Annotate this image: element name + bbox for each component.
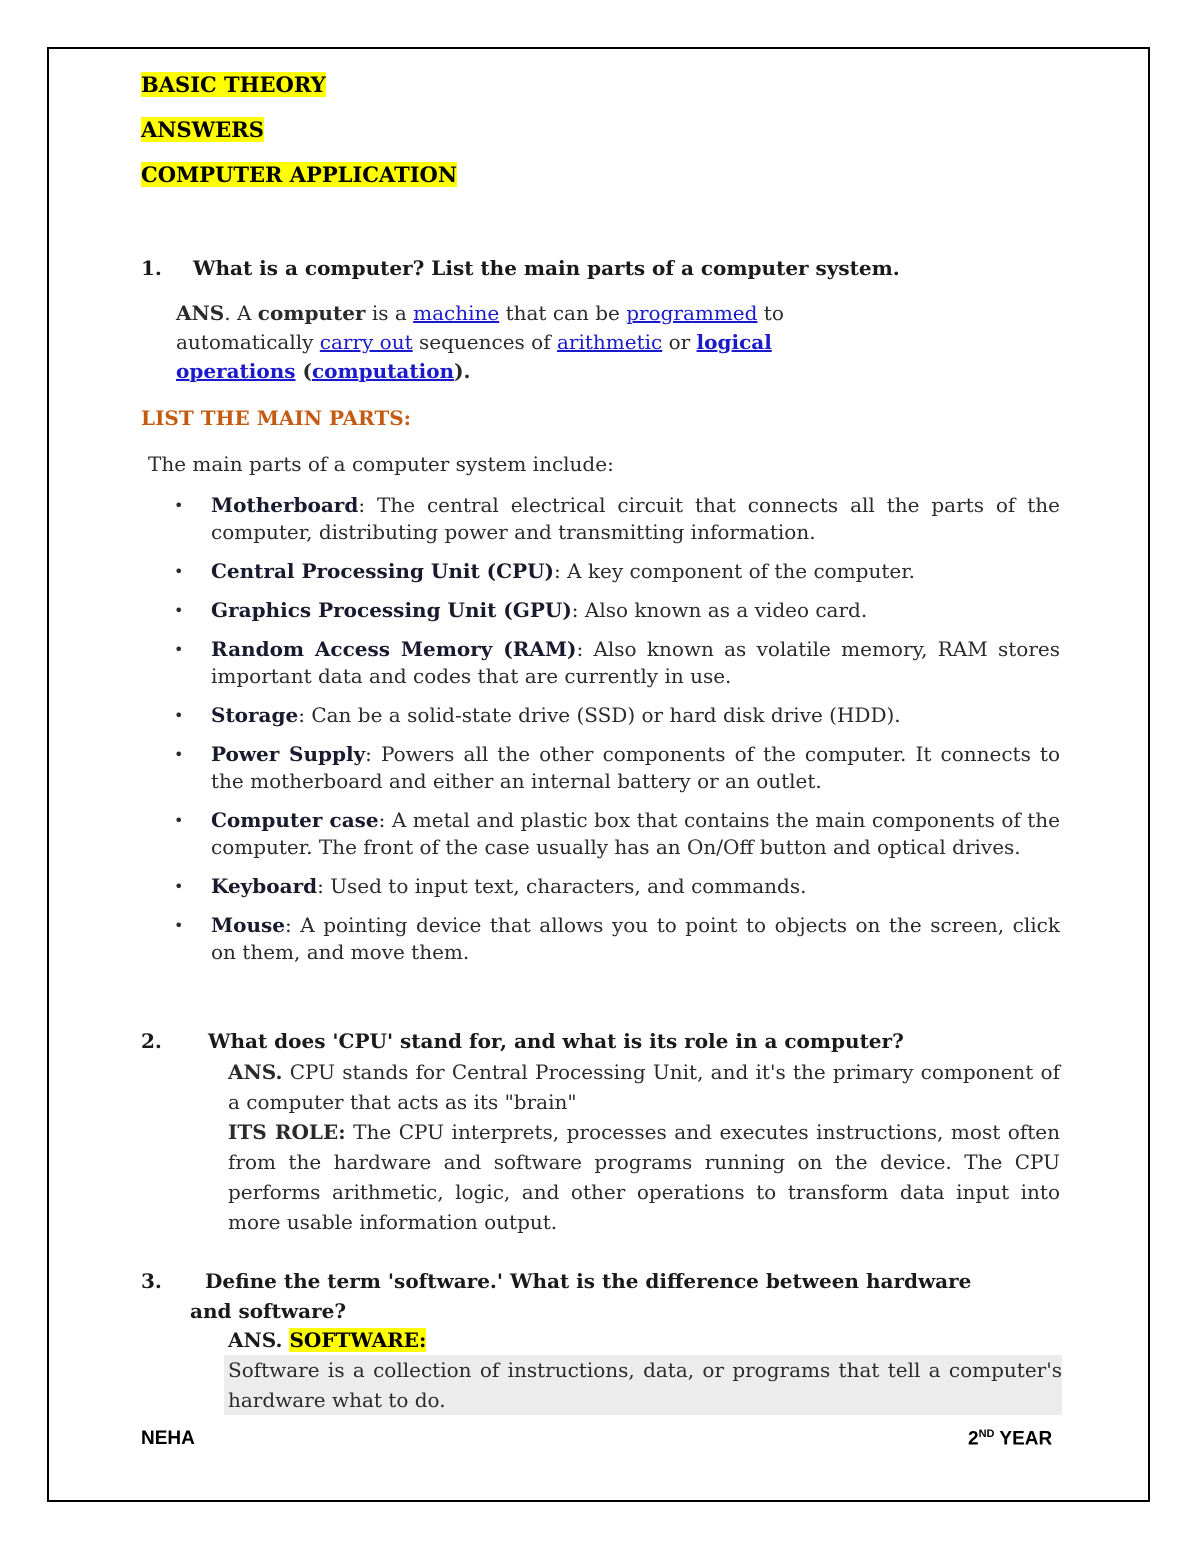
link-machine[interactable]: machine [413, 301, 500, 325]
title-computer-application: COMPUTER APPLICATION [141, 162, 458, 187]
list-item [170, 558, 1060, 585]
ans-label: ANS [176, 301, 225, 325]
ans-label: ANS. [228, 1328, 283, 1352]
part-term: Storage [211, 703, 299, 727]
bullet-icon: • [174, 916, 184, 935]
list-item [170, 702, 1060, 729]
question-number: 1. [141, 256, 162, 280]
part-term: Computer case [211, 808, 379, 832]
text: ( [295, 359, 312, 383]
ans-label: ANS. [228, 1060, 283, 1084]
bullet-icon: • [174, 706, 184, 725]
part-desc: : Powers all the other components of the computer. It connects to the motherboard and either an internal battery or an outlet. [211, 742, 1060, 793]
list-item [170, 492, 1060, 546]
parts-list [170, 492, 1060, 978]
answer-text: CPU stands for Central Processing Unit, and it's the primary component of a computer that acts as its "brain" [228, 1060, 1060, 1114]
part-desc: : A key component of the computer. [554, 559, 915, 583]
link-carry-out[interactable]: carry out [319, 330, 413, 354]
part-term: Graphics Processing Unit (GPU) [211, 598, 572, 622]
q2-answer [228, 1057, 1060, 1237]
question-number: 3. [141, 1269, 162, 1293]
bullet-icon: • [174, 745, 184, 764]
link-logical[interactable]: logical [696, 330, 772, 354]
link-programmed[interactable]: programmed [626, 301, 758, 325]
title-basic-theory: BASIC THEORY [141, 72, 326, 97]
part-term: Motherboard [211, 493, 359, 517]
question-text-line2: and software? [190, 1299, 347, 1323]
list-item [170, 597, 1060, 624]
title-answers: ANSWERS [141, 117, 264, 142]
part-term: Mouse [211, 913, 286, 937]
year-word: YEAR [994, 1428, 1053, 1450]
bullet-icon: • [174, 877, 184, 896]
part-desc: : A metal and plastic box that contains the main components of the computer. The front of the case usually has an On/Off button and optical drives. [211, 808, 1061, 859]
question-2 [141, 1027, 1061, 1055]
question-text: What is a computer? List the main parts of a computer system. [193, 256, 900, 280]
list-item [170, 741, 1060, 795]
part-desc: : Also known as volatile memory, RAM stores important data and codes that are currently in use. [211, 637, 1060, 688]
q1-answer [176, 299, 1056, 386]
software-label: SOFTWARE: [289, 1328, 427, 1352]
part-term: Keyboard [211, 874, 318, 898]
text: is a [365, 301, 414, 325]
bullet-icon: • [174, 562, 184, 581]
part-desc: : Can be a solid-state drive (SSD) or hard disk drive (HDD). [298, 703, 901, 727]
link-computation[interactable]: computation [311, 359, 455, 383]
word-computer: computer [257, 301, 366, 325]
part-desc: : Used to input text, characters, and commands. [317, 874, 807, 898]
list-intro: The main parts of a computer system include: [148, 452, 614, 476]
bullet-icon: • [174, 640, 184, 659]
link-operations[interactable]: operations [176, 359, 296, 383]
question-text: What does 'CPU' stand for, and what is its role in a computer? [208, 1029, 904, 1053]
text: or [662, 330, 697, 354]
bullet-icon: • [174, 811, 184, 830]
footer-year [968, 1428, 1052, 1450]
role-text: The CPU interprets, processes and executes instructions, most often from the hardware and software programs running on the device. The CPU performs arithmetic, logic, and other operations to transform data input into more usable information output. [228, 1120, 1060, 1234]
part-desc: : A pointing device that allows you to point to objects on the screen, click on them, and move them. [211, 913, 1060, 964]
role-label: ITS ROLE: [228, 1120, 346, 1144]
part-desc: : Also known as a video card. [571, 598, 868, 622]
text: that can be [499, 301, 627, 325]
bullet-icon: • [174, 496, 184, 515]
link-arithmetic[interactable]: arithmetic [556, 330, 663, 354]
part-term: Power Supply [211, 742, 366, 766]
list-heading: LIST THE MAIN PARTS: [141, 406, 412, 430]
question-1 [141, 254, 1061, 282]
list-item [170, 873, 1060, 900]
text: ). [454, 359, 471, 383]
question-number: 2. [141, 1029, 162, 1053]
q3-answer-text: Software is a collection of instructions, data, or programs that tell a computer's hardware what to do. [224, 1355, 1062, 1415]
question-text-line1: Define the term 'software.' What is the difference between hardware [205, 1269, 972, 1293]
footer-name: NEHA [141, 1428, 195, 1449]
text: sequences of [412, 330, 557, 354]
text: to [757, 301, 784, 325]
text: automatically [176, 330, 320, 354]
year-number: 2 [968, 1428, 979, 1450]
question-3 [141, 1266, 1061, 1326]
q3-answer-label [228, 1326, 426, 1354]
part-desc: : The central electrical circuit that connects all the parts of the computer, distributing power and transmitting information. [211, 493, 1060, 544]
list-item [170, 636, 1060, 690]
part-term: Central Processing Unit (CPU) [211, 559, 555, 583]
text: . A [224, 301, 258, 325]
list-item [170, 807, 1060, 861]
list-item [170, 912, 1060, 966]
year-suffix: ND [978, 1428, 995, 1440]
part-term: Random Access Memory (RAM) [211, 637, 577, 661]
bullet-icon: • [174, 601, 184, 620]
